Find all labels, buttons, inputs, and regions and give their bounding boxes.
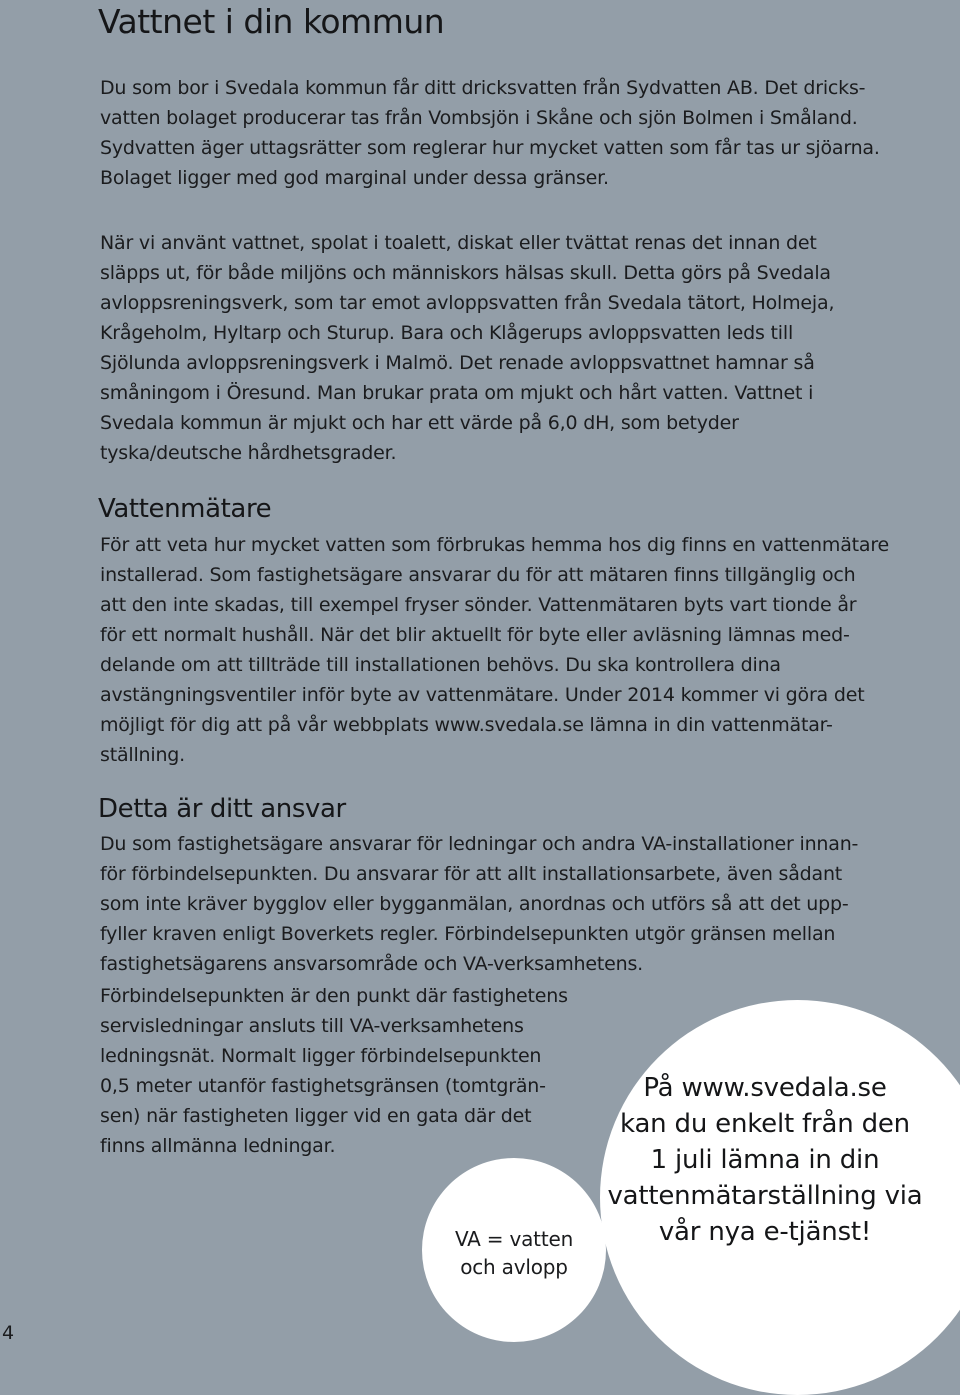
text-line: för förbindelsepunkten. Du ansvarar för att allt installationsarbete, även sådant: [100, 863, 843, 885]
text-line: Sjölunda avloppsreningsverk i Malmö. Det renade avloppsvattnet hamnar så: [100, 352, 815, 374]
text-line: fastighetsägarens ansvarsområde och VA-verksamhetens.: [100, 953, 643, 975]
text-line: finns allmänna ledningar.: [100, 1135, 336, 1157]
text-line: vattenmätarställning via: [607, 1181, 923, 1211]
intro-paragraph: [100, 73, 880, 193]
text-line: VA = vatten: [454, 1227, 574, 1251]
text-line: Du som bor i Svedala kommun får ditt dricksvatten från Sydvatten AB. Det dricks-: [100, 77, 866, 99]
text-line: att den inte skadas, till exempel fryser sönder. Vattenmätaren byts vart tionde år: [100, 594, 857, 616]
text-line: Krågeholm, Hyltarp och Sturup. Bara och Klågerups avloppsvatten leds till: [100, 322, 794, 344]
text-line: 0,5 meter utanför fastighetsgränsen (tomtgrän-: [100, 1075, 546, 1097]
text-line: fyller kraven enligt Boverkets regler. Förbindelsepunkten utgör gränsen mellan: [100, 923, 836, 945]
text-line: installerad. Som fastighetsägare ansvarar du för att mätaren finns tillgänglig och: [100, 564, 856, 586]
text-line: 1 juli lämna in din: [650, 1145, 880, 1175]
text-line: som inte kräver bygglov eller bygganmälan, anordnas och utförs så att det upp-: [100, 893, 849, 915]
text-line: ledningsnät. Normalt ligger förbindelsepunkten: [100, 1045, 542, 1067]
connection-point-paragraph: [100, 981, 568, 1161]
text-line: sen) när fastigheten ligger vid en gata där det: [100, 1105, 532, 1127]
section-heading-ansvar: Detta är ditt ansvar: [98, 794, 346, 824]
text-line: avstängningsventiler inför byte av vattenmätare. Under 2014 kommer vi göra det: [100, 684, 865, 706]
page-title: Vattnet i din kommun: [98, 2, 445, 41]
text-line: avloppsreningsverk, som tar emot avloppsvatten från Svedala tätort, Holmeja,: [100, 292, 835, 314]
text-line: Du som fastighetsägare ansvarar för ledningar och andra VA-installationer innan-: [100, 833, 859, 855]
text-line: Förbindelsepunkten är den punkt där fastighetens: [100, 985, 568, 1007]
text-line: På www.svedala.se: [643, 1073, 887, 1103]
text-line: delande om att tillträde till installationen behövs. Du ska kontrollera dina: [100, 654, 781, 676]
text-line: När vi använt vattnet, spolat i toalett, diskat eller tvättat renas det innan det: [100, 232, 817, 254]
text-line: småningom i Öresund. Man brukar prata om mjukt och hårt vatten. Vattnet i: [100, 382, 814, 404]
text-line: för ett normalt hushåll. När det blir aktuellt för byte eller avläsning lämnas med-: [100, 624, 850, 646]
section-heading-vattenmatare: Vattenmätare: [98, 494, 272, 524]
text-line: tyska/deutsche hårdhetsgrader.: [100, 442, 397, 464]
text-line: kan du enkelt från den: [620, 1109, 910, 1139]
text-line: vatten bolaget producerar tas från Vombsjön i Skåne och sjön Bolmen i Småland.: [100, 107, 858, 129]
text-line: servisledningar ansluts till VA-verksamhetens: [100, 1015, 524, 1037]
text-line: ställning.: [100, 744, 186, 766]
text-line: och avlopp: [460, 1255, 568, 1279]
text-line: För att veta hur mycket vatten som förbrukas hemma hos dig finns en vattenmätare: [100, 534, 890, 556]
eservice-callout-text: [600, 1070, 930, 1250]
treatment-paragraph: [100, 228, 834, 468]
text-line: vår nya e-tjänst!: [658, 1217, 872, 1247]
text-line: Bolaget ligger med god marginal under dessa gränser.: [100, 167, 609, 189]
text-line: Svedala kommun är mjukt och har ett värde på 6,0 dH, som betyder: [100, 412, 739, 434]
text-line: släpps ut, för både miljöns och människors hälsas skull. Detta görs på Svedala: [100, 262, 831, 284]
text-line: möjligt för dig att på vår webbplats www.svedala.se lämna in din vattenmätar-: [100, 714, 833, 736]
page-number: 4: [2, 1322, 15, 1344]
responsibility-paragraph: [100, 829, 858, 979]
va-callout-text: [422, 1225, 606, 1281]
text-line: Sydvatten äger uttagsrätter som reglerar hur mycket vatten som får tas ur sjöarna.: [100, 137, 880, 159]
meter-paragraph: [100, 530, 889, 770]
